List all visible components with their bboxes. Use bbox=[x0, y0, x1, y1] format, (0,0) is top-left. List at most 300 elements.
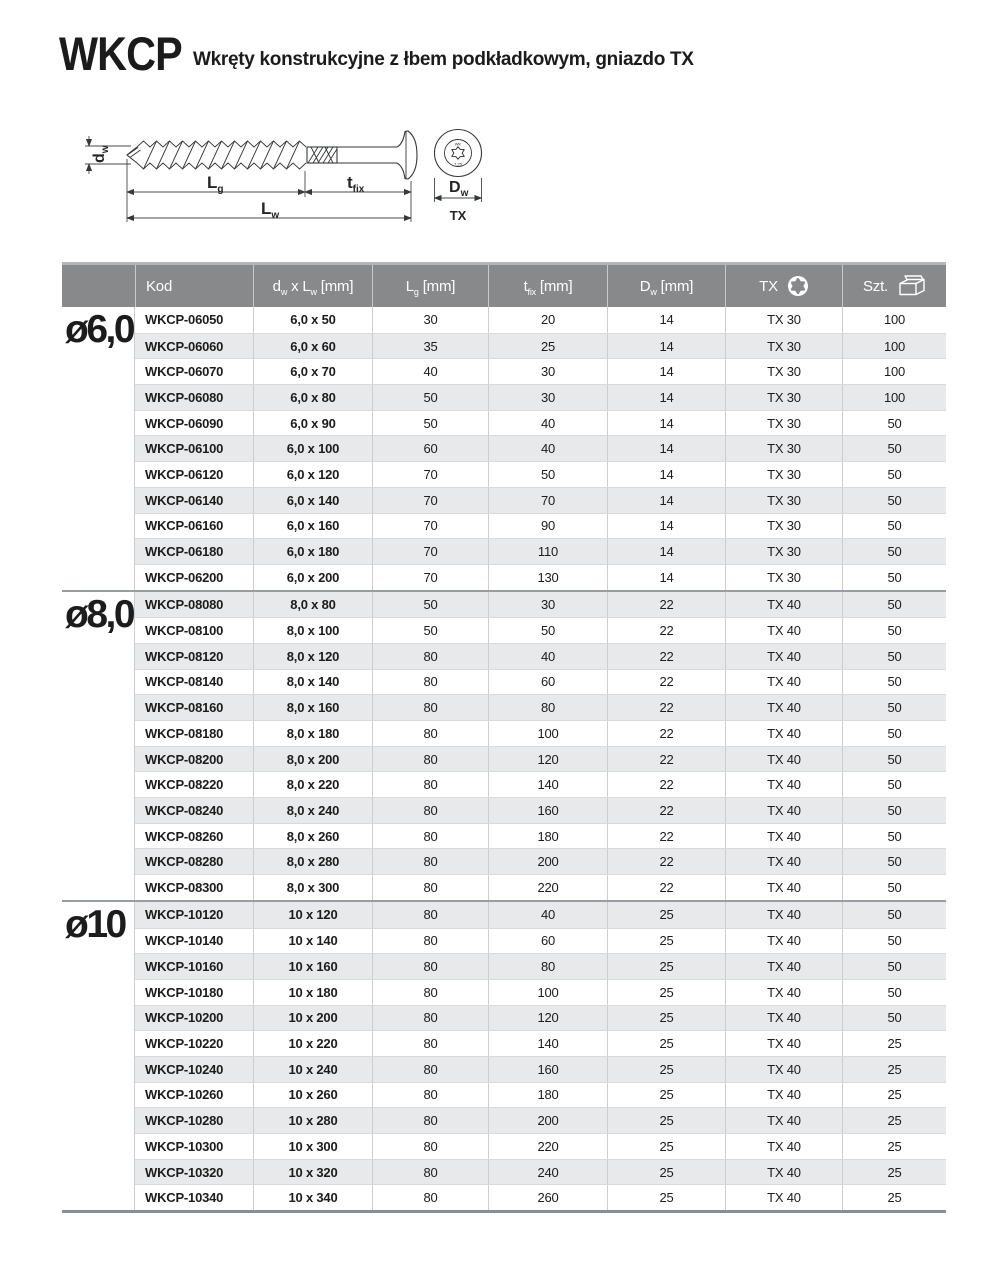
screw-side-view bbox=[127, 131, 417, 179]
cell-kod: WKCP-10320 bbox=[145, 1164, 224, 1180]
cell-dw: 14 bbox=[607, 385, 725, 410]
cell-dw: 22 bbox=[607, 747, 725, 772]
cell-tfix: 60 bbox=[488, 929, 607, 954]
cell-tx: TX 30 bbox=[725, 488, 842, 513]
table-row bbox=[135, 358, 946, 384]
cell-qty: 25 bbox=[842, 1057, 946, 1082]
cell-tfix: 260 bbox=[488, 1185, 607, 1210]
cell-dimension: 8,0 x 260 bbox=[253, 824, 372, 849]
cell-tx: TX 40 bbox=[725, 902, 842, 928]
cell-dimension: 10 x 300 bbox=[253, 1134, 372, 1159]
cell-lg: 80 bbox=[372, 1006, 488, 1031]
cell-tx: TX 40 bbox=[725, 980, 842, 1005]
cell-dw: 14 bbox=[607, 411, 725, 436]
cell-dw: 22 bbox=[607, 644, 725, 669]
cell-tx: TX 40 bbox=[725, 644, 842, 669]
header-col-kod bbox=[135, 265, 253, 307]
lg-label: $L_g$ bbox=[207, 173, 224, 195]
cell-dw: 22 bbox=[607, 875, 725, 900]
screw-drawing-svg bbox=[75, 110, 510, 238]
cell-qty: 100 bbox=[842, 334, 946, 359]
header-label: $t_{fix}$ [mm] bbox=[523, 277, 573, 297]
cell-tfix: 30 bbox=[488, 359, 607, 384]
cell-tx: TX 40 bbox=[725, 1057, 842, 1082]
cell-kod: WKCP-10240 bbox=[145, 1061, 224, 1077]
cell-dw: 22 bbox=[607, 592, 725, 618]
cell-tfix: 140 bbox=[488, 772, 607, 797]
cell-kod: WKCP-10140 bbox=[145, 933, 224, 949]
cell-lg: 70 bbox=[372, 565, 488, 590]
table-row bbox=[135, 513, 946, 539]
table-row bbox=[135, 487, 946, 513]
table-group bbox=[62, 307, 946, 590]
cell-dimension: 10 x 280 bbox=[253, 1108, 372, 1133]
table-row bbox=[135, 874, 946, 900]
cell-kod: WKCP-06100 bbox=[145, 441, 224, 457]
cell-dimension: 6,0 x 140 bbox=[253, 488, 372, 513]
table-row bbox=[135, 1107, 946, 1133]
cell-lg: 80 bbox=[372, 1185, 488, 1210]
cell-dw: 14 bbox=[607, 307, 725, 333]
cell-tx: TX 40 bbox=[725, 1108, 842, 1133]
cell-dimension: 6,0 x 80 bbox=[253, 385, 372, 410]
torx-recess-icon bbox=[452, 147, 464, 159]
cell-lg: 60 bbox=[372, 436, 488, 461]
cell-dw: 25 bbox=[607, 929, 725, 954]
cell-dw: 25 bbox=[607, 954, 725, 979]
cell-lg: 50 bbox=[372, 618, 488, 643]
cell-dw: 22 bbox=[607, 772, 725, 797]
table-row bbox=[135, 1184, 946, 1210]
table-row bbox=[135, 694, 946, 720]
cell-dw: 25 bbox=[607, 1031, 725, 1056]
cell-lg: 70 bbox=[372, 514, 488, 539]
cell-dimension: 6,0 x 70 bbox=[253, 359, 372, 384]
cell-tfix: 60 bbox=[488, 670, 607, 695]
cell-qty: 25 bbox=[842, 1083, 946, 1108]
cell-qty: 100 bbox=[842, 307, 946, 333]
cell-dimension: 10 x 200 bbox=[253, 1006, 372, 1031]
cell-qty: 25 bbox=[842, 1134, 946, 1159]
cell-dimension: 8,0 x 280 bbox=[253, 849, 372, 874]
cell-tfix: 50 bbox=[488, 462, 607, 487]
cell-lg: 80 bbox=[372, 772, 488, 797]
cell-kod: WKCP-08300 bbox=[145, 879, 224, 895]
cell-dw: 14 bbox=[607, 436, 725, 461]
cell-dw: 22 bbox=[607, 618, 725, 643]
cell-tx: TX 40 bbox=[725, 772, 842, 797]
cell-tfix: 80 bbox=[488, 954, 607, 979]
cell-tx: TX 30 bbox=[725, 462, 842, 487]
cell-lg: 80 bbox=[372, 824, 488, 849]
cell-qty: 50 bbox=[842, 592, 946, 618]
cell-kod: WKCP-06180 bbox=[145, 544, 224, 560]
tfix-label: $t_{fix}$ bbox=[347, 173, 365, 195]
dw-label: $d_w$ bbox=[91, 145, 111, 163]
cell-dimension: 8,0 x 200 bbox=[253, 747, 372, 772]
table-row bbox=[135, 1159, 946, 1185]
cell-qty: 100 bbox=[842, 359, 946, 384]
cell-tx: TX 30 bbox=[725, 385, 842, 410]
cell-lg: 50 bbox=[372, 592, 488, 618]
cell-dimension: 10 x 120 bbox=[253, 902, 372, 928]
cell-kod: WKCP-10300 bbox=[145, 1138, 224, 1154]
cell-dimension: 6,0 x 90 bbox=[253, 411, 372, 436]
cell-tfix: 130 bbox=[488, 565, 607, 590]
cell-dimension: 8,0 x 240 bbox=[253, 798, 372, 823]
table-row bbox=[135, 538, 946, 564]
cell-kod: WKCP-08280 bbox=[145, 854, 224, 870]
header-col-tx bbox=[725, 265, 842, 307]
cell-tfix: 20 bbox=[488, 307, 607, 333]
cell-tx: TX 40 bbox=[725, 670, 842, 695]
cell-lg: 80 bbox=[372, 798, 488, 823]
cell-qty: 100 bbox=[842, 385, 946, 410]
table-group bbox=[62, 590, 946, 900]
table-row bbox=[135, 1030, 946, 1056]
cell-dw: 14 bbox=[607, 565, 725, 590]
cell-lg: 80 bbox=[372, 1031, 488, 1056]
table-row bbox=[135, 564, 946, 590]
cell-dimension: 8,0 x 80 bbox=[253, 592, 372, 618]
cell-qty: 25 bbox=[842, 1160, 946, 1185]
cell-qty: 50 bbox=[842, 514, 946, 539]
cell-lg: 80 bbox=[372, 1160, 488, 1185]
header-label: Szt. bbox=[862, 277, 889, 295]
cell-dw: 22 bbox=[607, 824, 725, 849]
cell-lg: 30 bbox=[372, 307, 488, 333]
cell-dw: 14 bbox=[607, 488, 725, 513]
cell-qty: 50 bbox=[842, 902, 946, 928]
cell-dw: 22 bbox=[607, 721, 725, 746]
head-dw-label: $D_w$ bbox=[449, 179, 469, 199]
cell-kod: WKCP-06090 bbox=[145, 415, 224, 431]
cell-dimension: 6,0 x 180 bbox=[253, 539, 372, 564]
page-subtitle: Wkręty konstrukcyjne z łbem podkładkowym, gniazdo TX bbox=[193, 49, 694, 70]
cell-qty: 50 bbox=[842, 436, 946, 461]
table-row bbox=[135, 435, 946, 461]
cell-lg: 80 bbox=[372, 1108, 488, 1133]
cell-qty: 50 bbox=[842, 849, 946, 874]
cell-kod: WKCP-10160 bbox=[145, 959, 224, 975]
table-row bbox=[135, 771, 946, 797]
cell-dimension: 10 x 260 bbox=[253, 1083, 372, 1108]
table-row bbox=[135, 617, 946, 643]
cell-tx: TX 40 bbox=[725, 695, 842, 720]
table-body bbox=[62, 307, 946, 1210]
cell-tfix: 160 bbox=[488, 1057, 607, 1082]
cell-dimension: 10 x 160 bbox=[253, 954, 372, 979]
header-diameter-spacer bbox=[62, 265, 135, 307]
head-marking-bottom: 7,25 bbox=[454, 161, 462, 167]
table-row bbox=[135, 307, 946, 333]
cell-tfix: 180 bbox=[488, 824, 607, 849]
cell-tx: TX 30 bbox=[725, 436, 842, 461]
cell-qty: 50 bbox=[842, 411, 946, 436]
lw-label: $L_w$ bbox=[261, 199, 280, 221]
cell-qty: 50 bbox=[842, 462, 946, 487]
cell-tx: TX 40 bbox=[725, 1134, 842, 1159]
cell-kod: WKCP-08080 bbox=[145, 596, 224, 612]
cell-tfix: 110 bbox=[488, 539, 607, 564]
cell-tfix: 200 bbox=[488, 1108, 607, 1133]
cell-qty: 50 bbox=[842, 980, 946, 1005]
cell-tx: TX 40 bbox=[725, 721, 842, 746]
cell-dimension: 6,0 x 160 bbox=[253, 514, 372, 539]
cell-tx: TX 40 bbox=[725, 747, 842, 772]
header-col-dw bbox=[607, 265, 725, 307]
header-col-tfix bbox=[488, 265, 607, 307]
cell-tfix: 70 bbox=[488, 488, 607, 513]
cell-lg: 80 bbox=[372, 849, 488, 874]
table-row bbox=[135, 410, 946, 436]
cell-lg: 80 bbox=[372, 747, 488, 772]
cell-qty: 50 bbox=[842, 539, 946, 564]
cell-dw: 14 bbox=[607, 334, 725, 359]
cell-tfix: 30 bbox=[488, 385, 607, 410]
table-row bbox=[135, 643, 946, 669]
group-rows bbox=[135, 307, 946, 590]
table-row bbox=[135, 953, 946, 979]
screw-technical-drawing bbox=[75, 110, 510, 238]
cell-dw: 25 bbox=[607, 1057, 725, 1082]
cell-tx: TX 40 bbox=[725, 798, 842, 823]
cell-kod: WKCP-06200 bbox=[145, 569, 224, 585]
cell-tfix: 100 bbox=[488, 721, 607, 746]
cell-dimension: 8,0 x 120 bbox=[253, 644, 372, 669]
cell-kod: WKCP-10220 bbox=[145, 1036, 224, 1052]
cell-tx: TX 40 bbox=[725, 929, 842, 954]
cell-kod: WKCP-06050 bbox=[145, 312, 224, 328]
cell-tx: TX 30 bbox=[725, 307, 842, 333]
cell-dw: 22 bbox=[607, 670, 725, 695]
table-header bbox=[62, 262, 946, 307]
group-diameter-label: ø8,0 bbox=[62, 592, 135, 900]
cell-tfix: 90 bbox=[488, 514, 607, 539]
cell-lg: 35 bbox=[372, 334, 488, 359]
cell-tfix: 30 bbox=[488, 592, 607, 618]
cell-lg: 80 bbox=[372, 670, 488, 695]
table-row bbox=[135, 592, 946, 618]
cell-tfix: 160 bbox=[488, 798, 607, 823]
cell-tfix: 140 bbox=[488, 1031, 607, 1056]
cell-lg: 80 bbox=[372, 1083, 488, 1108]
cell-kod: WKCP-10280 bbox=[145, 1113, 224, 1129]
table-row bbox=[135, 823, 946, 849]
cell-tfix: 180 bbox=[488, 1083, 607, 1108]
cell-lg: 80 bbox=[372, 980, 488, 1005]
table-row bbox=[135, 797, 946, 823]
cell-dimension: 8,0 x 140 bbox=[253, 670, 372, 695]
cell-dw: 25 bbox=[607, 902, 725, 928]
cell-tfix: 40 bbox=[488, 411, 607, 436]
cell-kod: WKCP-08260 bbox=[145, 828, 224, 844]
cell-tfix: 240 bbox=[488, 1160, 607, 1185]
cell-tx: TX 40 bbox=[725, 618, 842, 643]
cell-dw: 22 bbox=[607, 849, 725, 874]
cell-dimension: 10 x 140 bbox=[253, 929, 372, 954]
table-row bbox=[135, 1133, 946, 1159]
cell-tx: TX 30 bbox=[725, 565, 842, 590]
cell-tx: TX 40 bbox=[725, 1031, 842, 1056]
cell-kod: WKCP-10340 bbox=[145, 1190, 224, 1206]
cell-dimension: 8,0 x 300 bbox=[253, 875, 372, 900]
header-col-dw-lw bbox=[253, 265, 372, 307]
cell-kod: WKCP-10120 bbox=[145, 907, 224, 923]
cell-qty: 50 bbox=[842, 618, 946, 643]
cell-tfix: 25 bbox=[488, 334, 607, 359]
cell-kod: WKCP-06160 bbox=[145, 518, 224, 534]
cell-qty: 50 bbox=[842, 644, 946, 669]
cell-dimension: 8,0 x 100 bbox=[253, 618, 372, 643]
cell-dimension: 6,0 x 100 bbox=[253, 436, 372, 461]
cell-dimension: 10 x 220 bbox=[253, 1031, 372, 1056]
cell-kod: WKCP-08240 bbox=[145, 802, 224, 818]
cell-lg: 70 bbox=[372, 539, 488, 564]
cell-tx: TX 40 bbox=[725, 1083, 842, 1108]
head-marking-top: WK bbox=[454, 141, 462, 147]
cell-dimension: 10 x 180 bbox=[253, 980, 372, 1005]
cell-lg: 40 bbox=[372, 359, 488, 384]
cell-dw: 25 bbox=[607, 980, 725, 1005]
tx-label: TX bbox=[449, 208, 467, 223]
cell-qty: 50 bbox=[842, 772, 946, 797]
cell-kod: WKCP-06060 bbox=[145, 338, 224, 354]
table-group bbox=[62, 900, 946, 1210]
table-row bbox=[135, 384, 946, 410]
cell-kod: WKCP-08200 bbox=[145, 751, 224, 767]
cell-tx: TX 40 bbox=[725, 849, 842, 874]
table-row bbox=[135, 1056, 946, 1082]
cell-tfix: 120 bbox=[488, 1006, 607, 1031]
cell-kod: WKCP-08120 bbox=[145, 648, 224, 664]
cell-qty: 50 bbox=[842, 929, 946, 954]
cell-qty: 25 bbox=[842, 1108, 946, 1133]
cell-tfix: 200 bbox=[488, 849, 607, 874]
cell-kod: WKCP-08160 bbox=[145, 700, 224, 716]
cell-kod: WKCP-10200 bbox=[145, 1010, 224, 1026]
cell-lg: 80 bbox=[372, 1057, 488, 1082]
cell-dw: 25 bbox=[607, 1108, 725, 1133]
cell-lg: 80 bbox=[372, 695, 488, 720]
cell-tfix: 220 bbox=[488, 1134, 607, 1159]
cell-tx: TX 30 bbox=[725, 359, 842, 384]
cell-dimension: 6,0 x 60 bbox=[253, 334, 372, 359]
cell-qty: 25 bbox=[842, 1031, 946, 1056]
cell-tx: TX 30 bbox=[725, 514, 842, 539]
group-diameter-label: ø10 bbox=[62, 902, 135, 1210]
header-label: $D_w$ [mm] bbox=[639, 277, 694, 297]
cell-dw: 25 bbox=[607, 1083, 725, 1108]
cell-qty: 50 bbox=[842, 565, 946, 590]
cell-kod: WKCP-06120 bbox=[145, 466, 224, 482]
cell-qty: 50 bbox=[842, 721, 946, 746]
cell-lg: 70 bbox=[372, 462, 488, 487]
cell-dimension: 6,0 x 120 bbox=[253, 462, 372, 487]
cell-lg: 50 bbox=[372, 411, 488, 436]
cell-kod: WKCP-08220 bbox=[145, 777, 224, 793]
cell-qty: 50 bbox=[842, 954, 946, 979]
table-row bbox=[135, 1005, 946, 1031]
group-rows bbox=[135, 592, 946, 900]
header-col-lg bbox=[372, 265, 488, 307]
table-row bbox=[135, 669, 946, 695]
cell-kod: WKCP-08140 bbox=[145, 674, 224, 690]
box-icon bbox=[897, 275, 926, 297]
header-label: TX bbox=[759, 277, 778, 295]
torx-icon bbox=[787, 275, 809, 297]
cell-dimension: 10 x 320 bbox=[253, 1160, 372, 1185]
cell-dw: 22 bbox=[607, 695, 725, 720]
cell-tfix: 40 bbox=[488, 644, 607, 669]
cell-tfix: 40 bbox=[488, 902, 607, 928]
cell-dimension: 10 x 340 bbox=[253, 1185, 372, 1210]
cell-tfix: 220 bbox=[488, 875, 607, 900]
cell-dimension: 6,0 x 200 bbox=[253, 565, 372, 590]
cell-kod: WKCP-08180 bbox=[145, 725, 224, 741]
cell-tx: TX 40 bbox=[725, 875, 842, 900]
cell-dw: 14 bbox=[607, 514, 725, 539]
cell-tx: TX 40 bbox=[725, 1185, 842, 1210]
dimension-labels bbox=[91, 142, 469, 224]
cell-lg: 50 bbox=[372, 385, 488, 410]
cell-dw: 25 bbox=[607, 1185, 725, 1210]
table-row bbox=[135, 928, 946, 954]
header-col-szt bbox=[842, 265, 946, 307]
cell-tx: TX 40 bbox=[725, 1160, 842, 1185]
cell-tx: TX 40 bbox=[725, 1006, 842, 1031]
cell-dw: 22 bbox=[607, 798, 725, 823]
cell-tfix: 100 bbox=[488, 980, 607, 1005]
cell-qty: 50 bbox=[842, 488, 946, 513]
cell-qty: 50 bbox=[842, 798, 946, 823]
cell-tx: TX 40 bbox=[725, 592, 842, 618]
cell-dw: 25 bbox=[607, 1134, 725, 1159]
cell-lg: 80 bbox=[372, 875, 488, 900]
cell-dw: 25 bbox=[607, 1160, 725, 1185]
cell-kod: WKCP-06070 bbox=[145, 364, 224, 380]
cell-kod: WKCP-10260 bbox=[145, 1087, 224, 1103]
table-row bbox=[135, 461, 946, 487]
cell-tfix: 80 bbox=[488, 695, 607, 720]
cell-dw: 25 bbox=[607, 1006, 725, 1031]
cell-kod: WKCP-06080 bbox=[145, 389, 224, 405]
table-row bbox=[135, 333, 946, 359]
group-diameter-label: ø6,0 bbox=[62, 307, 135, 590]
cell-dw: 14 bbox=[607, 462, 725, 487]
cell-qty: 50 bbox=[842, 670, 946, 695]
cell-kod: WKCP-10180 bbox=[145, 984, 224, 1000]
cell-tx: TX 30 bbox=[725, 334, 842, 359]
header-label: Kod bbox=[146, 277, 173, 295]
cell-tfix: 50 bbox=[488, 618, 607, 643]
product-table bbox=[62, 262, 946, 1213]
cell-lg: 80 bbox=[372, 1134, 488, 1159]
cell-kod: WKCP-08100 bbox=[145, 623, 224, 639]
cell-lg: 80 bbox=[372, 954, 488, 979]
header-label: $L_g$ [mm] bbox=[405, 277, 456, 297]
cell-lg: 80 bbox=[372, 902, 488, 928]
cell-qty: 50 bbox=[842, 695, 946, 720]
table-row bbox=[135, 902, 946, 928]
cell-dimension: 8,0 x 160 bbox=[253, 695, 372, 720]
cell-lg: 80 bbox=[372, 721, 488, 746]
cell-dimension: 8,0 x 180 bbox=[253, 721, 372, 746]
cell-dimension: 8,0 x 220 bbox=[253, 772, 372, 797]
table-row bbox=[135, 848, 946, 874]
cell-tx: TX 30 bbox=[725, 411, 842, 436]
cell-dw: 14 bbox=[607, 359, 725, 384]
